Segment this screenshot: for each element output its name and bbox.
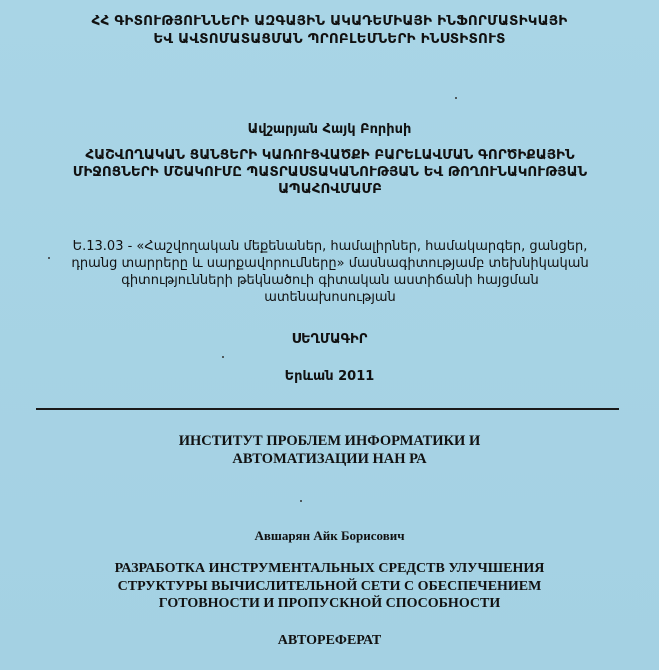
- paper-speck: [455, 97, 457, 99]
- armenian-specialty-line-2: դրանց տարրերը և սարքավորումները» մասնագիտությամբ տեխնիկական: [71, 256, 589, 271]
- section-divider: [36, 408, 619, 410]
- paper-speck: [222, 356, 224, 358]
- armenian-specialty-line-1: Ե.13.03 - «Հաշվողական մեքենաներ, համալիրներ, համակարգեր, ցանցեր,: [72, 239, 588, 254]
- armenian-title-line-2: ՄԻՋՈՑՆԵՐԻ ՄՇԱԿՈՒՄԸ ՊԱՏՐԱՍՏԱԿԱՆՈՒԹՅԱՆ ԵՎ ԹՈՂՈՒՆԱԿՈՒԹՅԱՆ: [72, 164, 588, 180]
- armenian-document-type: ՍԵՂՄԱԳԻՐ: [291, 332, 368, 347]
- armenian-title-line-3: ԱՊԱՀՈՎՄԱՄԲ: [278, 181, 382, 197]
- armenian-institute-heading: [0, 12, 659, 48]
- armenian-city-year: Երևան 2011: [284, 369, 375, 384]
- armenian-author-name: Ավշարյան Հայկ Բորիսի: [247, 122, 412, 137]
- armenian-specialty-text: [50, 238, 610, 306]
- armenian-institute-line-2: ԵՎ ԱՎՏՈՄԱՏԱՑՄԱՆ ՊՐՈԲԼԵՄՆԵՐԻ ԻՆՍՏԻՏՈՒՏ: [153, 31, 506, 47]
- russian-institute-line-2: АВТОМАТИЗАЦИИ НАН РА: [232, 451, 427, 467]
- russian-institute-line-1: ИНСТИТУТ ПРОБЛЕМ ИНФОРМАТИКИ И: [178, 433, 481, 449]
- paper-speck: [300, 500, 302, 502]
- russian-author-name: Авшарян Айк Борисович: [254, 528, 405, 543]
- russian-document-type: АВТОРЕФЕРАТ: [277, 633, 382, 648]
- russian-title-line-2: СТРУКТУРЫ ВЫЧИСЛИТЕЛЬНОЙ СЕТИ С ОБЕСПЕЧЕНИЕМ: [117, 578, 542, 594]
- armenian-dissertation-title: [40, 147, 620, 198]
- armenian-specialty-line-4: ատենախոսության: [264, 290, 396, 305]
- russian-dissertation-title: [0, 560, 659, 613]
- armenian-specialty-line-3: գիտությունների թեկնածուի գիտական աստիճանի հայցման: [121, 273, 539, 288]
- russian-title-line-3: ГОТОВНОСТИ И ПРОПУСКНОЙ СПОСОБНОСТИ: [158, 596, 501, 611]
- paper-speck: [48, 257, 50, 259]
- russian-institute-heading: [0, 432, 659, 468]
- armenian-title-line-1: ՀԱՇՎՈՂԱԿԱՆ ՑԱՆՑԵՐԻ ԿԱՌՈՒՑՎԱԾՔԻ ԲԱՐԵԼԱՎՄԱՆ ԳՈՐԾԻՔԱՅԻՆ: [85, 147, 575, 163]
- russian-title-line-1: РАЗРАБОТКА ИНСТРУМЕНТАЛЬНЫХ СРЕДСТВ УЛУЧШЕНИЯ: [114, 561, 545, 576]
- armenian-institute-line-1: ՀՀ ԳԻՏՈՒԹՅՈՒՆՆԵՐԻ ԱԶԳԱՅԻՆ ԱԿԱԴԵՄԻԱՅԻ ԻՆՖՈՐՄԱՏԻԿԱՅԻ: [91, 13, 568, 29]
